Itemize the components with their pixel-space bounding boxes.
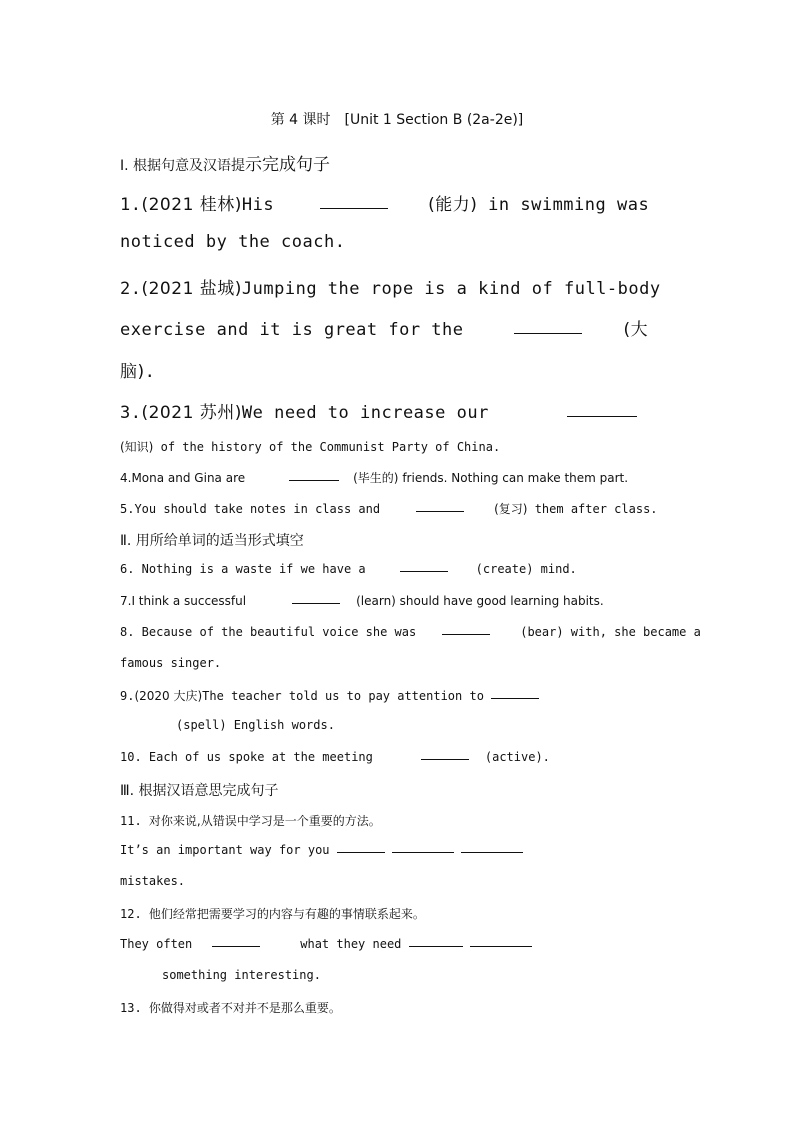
question-2-line-1 (120, 274, 661, 299)
q3-hint: (知识) (120, 440, 154, 454)
question-1-line-2: noticed by the coach. (120, 232, 346, 252)
q5-text-a: 5.You should take notes in class and (120, 502, 381, 516)
q9-source: (2020 大庆) (134, 689, 203, 703)
q6-text-b: (create) mind. (475, 562, 577, 576)
question-2-line-2 (120, 315, 648, 340)
section-2-heading: Ⅱ. 用所给单词的适当形式填空 (120, 533, 304, 549)
q9-number: 9. (120, 689, 135, 703)
q2-blank[interactable] (514, 332, 582, 334)
question-1-line-1 (120, 190, 649, 215)
q11-blank-2[interactable] (392, 851, 454, 853)
q4-text-a: 4.Mona and Gina are (120, 471, 246, 485)
question-11-line-2: mistakes. (120, 874, 186, 888)
q7-text-a: 7.I think a successful (120, 594, 247, 608)
q1-source: (2021 桂林) (141, 195, 242, 215)
q11-blank-3[interactable] (461, 851, 523, 853)
q2-hint-1: (大 (623, 320, 649, 340)
q12-number: 12. (120, 907, 142, 921)
q11-text-a: It’s an important way for you (120, 843, 330, 857)
q10-text-b: (active). (484, 750, 550, 764)
q7-text-b: (learn) should have good learning habits. (356, 594, 604, 608)
q8-text-a: 8. Because of the beautiful voice she was (120, 625, 417, 639)
q2-text-b: exercise and it is great for the (120, 320, 464, 340)
q2-hint-2: 脑) (120, 362, 145, 382)
q3-source: (2021 苏州) (141, 403, 242, 423)
q10-blank[interactable] (421, 758, 469, 760)
q7-blank[interactable] (292, 602, 340, 604)
question-3-line-2 (120, 438, 500, 455)
q9-blank[interactable] (491, 697, 539, 699)
q5-blank[interactable] (416, 510, 464, 512)
section-3-heading: Ⅲ. 根据汉语意思完成句子 (120, 783, 279, 799)
q3-blank[interactable] (567, 415, 637, 417)
section-1-suffix: 示完成句子 (245, 155, 331, 175)
q12-blank-1[interactable] (212, 945, 260, 947)
q2-end: . (144, 362, 156, 382)
question-9-line-2: (spell) English words. (176, 718, 335, 732)
q3-text-b: of the history of the Communist Party of China. (160, 440, 501, 454)
section-1-prefix: Ⅰ. 根据句意及汉语提 (120, 158, 246, 174)
q4-text-b: friends. Nothing can make them part. (402, 471, 629, 485)
q2-number: 2. (120, 279, 142, 299)
q1-text-b: in swimming was (488, 195, 650, 215)
q12-blank-2[interactable] (409, 945, 463, 947)
page-title: 第 4 课时 [Unit 1 Section B (2a-2e)] (270, 112, 524, 128)
question-12-line-2: something interesting. (162, 968, 321, 982)
question-11-line-1 (120, 843, 523, 857)
q4-blank[interactable] (289, 479, 339, 481)
question-12-line-1 (120, 937, 532, 951)
question-3-line-1 (120, 398, 637, 423)
q10-text-a: 10. Each of us spoke at the meeting (120, 750, 373, 764)
q13-number: 13. (120, 1001, 142, 1015)
q5-text-b: them after class. (534, 502, 658, 516)
q12-text-b: what they need (300, 937, 402, 951)
q8-blank[interactable] (442, 633, 490, 635)
question-5 (120, 500, 658, 517)
question-10 (120, 750, 550, 764)
question-7 (120, 594, 604, 608)
q11-number: 11. (120, 814, 142, 828)
q4-hint: (毕生的) (353, 471, 399, 485)
q6-text-a: 6. Nothing is a waste if we have a (120, 562, 366, 576)
q1-text-a: His (241, 195, 275, 215)
q1-hint: (能力) (428, 195, 478, 215)
question-9-line-1 (120, 687, 539, 704)
q11-blank-1[interactable] (337, 851, 385, 853)
question-8-line-2: famous singer. (120, 656, 222, 670)
q12-blank-3[interactable] (470, 945, 532, 947)
q2-text-a: Jumping the rope is a kind of full-body (241, 279, 661, 299)
question-8-line-1 (120, 625, 701, 639)
q11-chinese: 对你来说,从错误中学习是一个重要的方法。 (148, 814, 381, 828)
q3-text-a: We need to increase our (241, 403, 489, 423)
q2-source: (2021 盐城) (141, 279, 242, 299)
q13-chinese: 你做得对或者不对并不是那么重要。 (148, 1001, 341, 1015)
question-11-prompt (120, 812, 381, 829)
question-2-line-3 (120, 357, 155, 382)
q8-text-b: (bear) with, she became a (520, 625, 701, 639)
q12-chinese: 他们经常把需要学习的内容与有趣的事情联系起来。 (148, 907, 425, 921)
q5-hint: (复习) (494, 502, 528, 516)
q1-number: 1. (120, 195, 142, 215)
q6-blank[interactable] (400, 570, 448, 572)
section-1-heading (120, 150, 330, 175)
question-13-prompt (120, 999, 341, 1016)
question-6 (120, 562, 577, 576)
q9-text-a: The teacher told us to pay attention to (202, 689, 484, 703)
q1-blank[interactable] (320, 207, 388, 209)
question-4 (120, 469, 628, 486)
question-12-prompt (120, 905, 425, 922)
q12-text-a: They often (120, 937, 193, 951)
q3-number: 3. (120, 403, 142, 423)
